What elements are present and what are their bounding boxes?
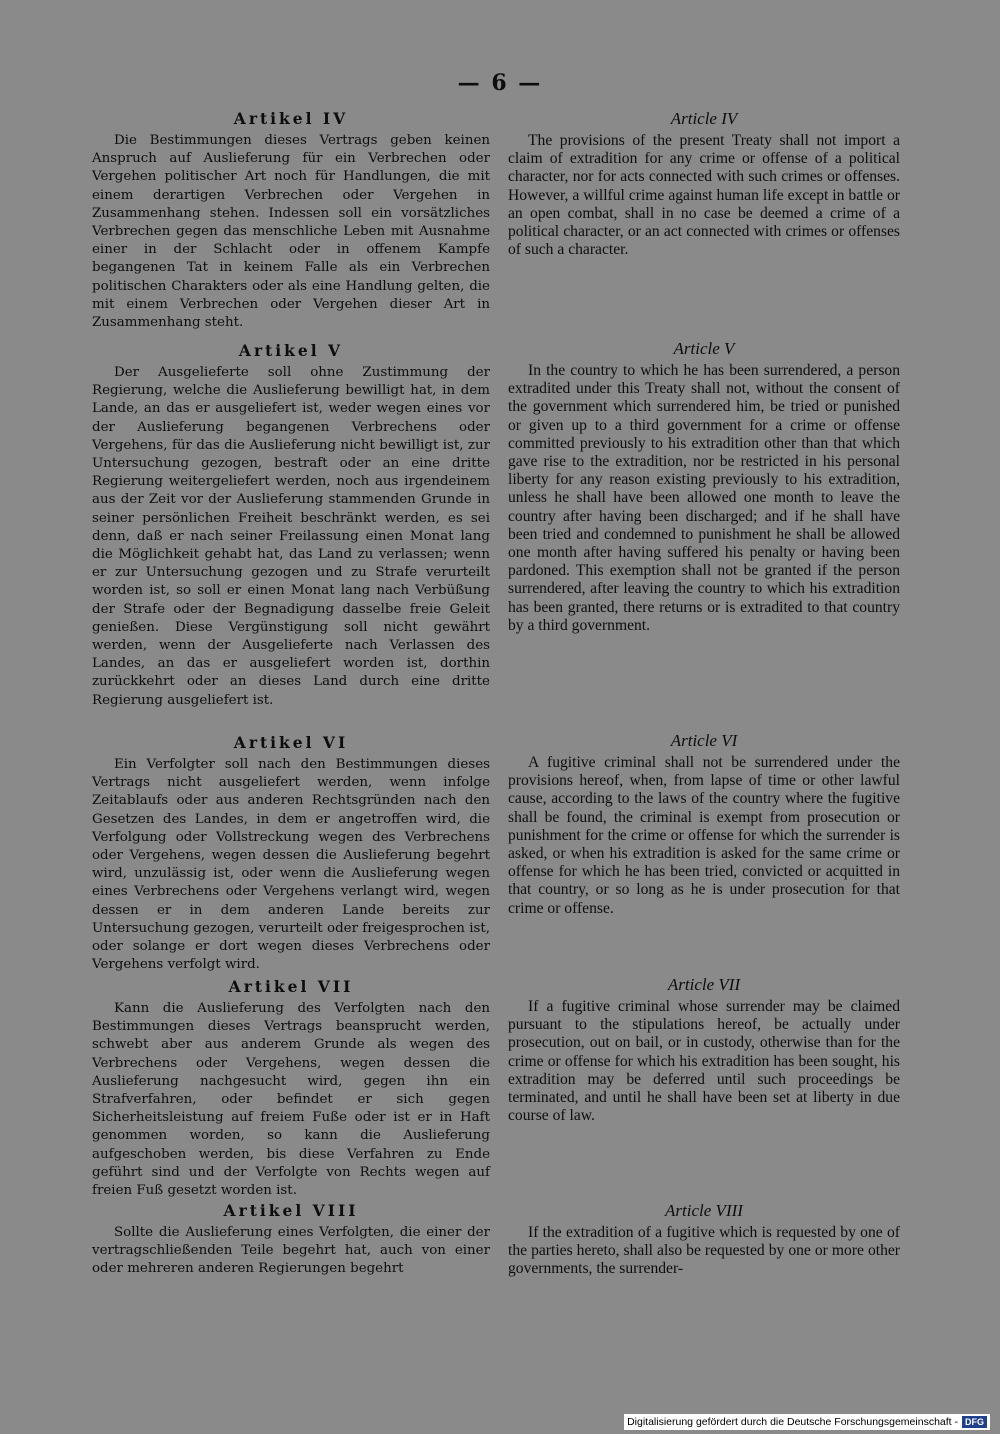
article-heading: Artikel IV — [233, 109, 349, 128]
german-article-viii — [92, 1202, 490, 1279]
english-article-iv — [508, 110, 900, 259]
article-text: A fugitive criminal shall not be surrendered under the provisions hereof, when, from lapse of time or other lawful cause, according to the laws of the country where the fugitive shall be found, the criminal is exempt from prosecution or punishment for the crime or offense for which the surrender is asked, or when his extradition is asked for the same crime or offense for which he has been tried, convicted or acquitted in that country, or so long as he is under prosecution for that crime or offense. — [508, 754, 900, 917]
article-heading: Artikel V — [238, 341, 344, 360]
article-heading: Article VI — [670, 731, 738, 750]
article-text: The provisions of the present Treaty shall not import a claim of extradition for any crime or offense of a political character, nor for acts connected with such crimes or offenses. However, a willful crime against human life except in battle or an open combat, shall in no case be deemed a crime of a political character, or an act connected with crimes or offenses of such a character. — [508, 132, 900, 259]
english-article-vii — [508, 976, 900, 1125]
article-heading: Article VII — [667, 975, 741, 994]
page-number: — 6 — — [457, 70, 543, 96]
article-text: Der Ausgelieferte soll ohne Zustimmung der Regierung, welche die Auslieferung bewilligt hat, in dem Lande, an das er ausgeliefert ist, weder wegen eines vor der Auslieferung begangenen Verbrechens oder Vergehens, für das die Auslieferung nicht bewilligt ist, zur Untersuchung gezogen, bestraft oder an eine dritte Regierung weitergeliefert werden, noch aus irgendeinem aus der Zeit vor der Auslieferung stammenden Grunde in seiner persönlichen Freiheit beschränkt werden, es sei denn, daß er nach seiner Freilassung einen Monat lang die Möglichkeit gehabt hat, das Land zu verlassen; wenn er zur Untersuchung gezogen und zu Strafe verurteilt worden ist, so soll er einen Monat lang nach Verbüßung der Strafe oder der Begnadigung dasselbe freie Geleit genießen. Diese Vergünstigung soll nicht gewährt werden, wenn der Ausgelieferte nach Verlassen des Landes, an das er ausgeliefert worden ist, dorthin zurückkehrt oder an dieses Land durch eine dritte Regierung ausgeliefert ist. — [92, 365, 490, 708]
english-article-viii — [508, 1202, 900, 1279]
article-text: Ein Verfolgter soll nach den Bestimmungen dieses Vertrags nicht ausgeliefert werden, wenn infolge Zeitablaufs oder aus anderen Rechtsgründen nach den Gesetzen des Landes, in dem er angetroffen wird, die Verfolgung oder Vollstreckung wegen des Verbrechens oder Vergehens, wegen dessen die Auslieferung begehrt wird, unzulässig ist, oder wenn die Auslieferung wegen eines Verbrechens oder Vergehens verlangt wird, wegen dessen er in dem anderen Lande bereits zur Untersuchung gezogen, verurteilt oder freigesprochen ist, oder solange er dort wegen dieses Verbrechens oder Vergehens verfolgt wird. — [92, 757, 490, 973]
article-heading: Artikel VI — [233, 733, 349, 752]
article-text: If the extradition of a fugitive which is requested by one of the parties hereto, shall also be requested by one or more other governments, the surrender- — [508, 1224, 900, 1278]
article-heading: Artikel VII — [228, 977, 354, 996]
article-text: Sollte die Auslieferung eines Verfolgten, die einer der vertragschließenden Teile begehrt hat, auch von einer oder mehreren anderen Regierungen begehrt — [92, 1225, 490, 1277]
german-article-v — [92, 342, 490, 710]
footer-credit — [624, 1414, 990, 1430]
article-heading: Artikel VIII — [223, 1201, 359, 1220]
german-article-vi — [92, 734, 490, 974]
english-article-vi — [508, 732, 900, 918]
article-heading: Article VIII — [665, 1201, 743, 1220]
article-text: In the country to which he has been surrendered, a person extradited under this Treaty shall not, without the consent of the government which surrendered him, be tried or punished or given up to a third government for a crime or offense committed previously to his extradition other than that which gave rise to the extradition, nor be restricted in his personal liberty for any reason existing previously to his extradition, unless he shall have been allowed one month to leave the country after having been discharged; and if he shall have been tried and condemned to punishment he shall be allowed one month after having suffered his penalty or having been pardoned. This exemption shall not be granted if the person surrendered, after leaving the country to which his extradition has been granted, there returns or is extradited to that country by a third government. — [508, 362, 900, 634]
dfg-logo: DFG — [962, 1416, 987, 1428]
article-text: Die Bestimmungen dieses Vertrags geben keinen Anspruch auf Auslieferung für ein Verbrechen oder Vergehen politischer Art noch für Handlungen, die mit einem derartigen Verbrechen oder Vergehen in Zusammenhang stehen. Indessen soll ein vorsätzliches Verbrechen gegen das menschliche Leben mit Ausnahme einer in der Schlacht oder in offenem Kampfe begangenen Tat in keinem Falle als ein Verbrechen politischen Charakters oder als eine Handlung gelten, die mit einem Verbrechen oder Vergehen dieser Art in Zusammenhang steht. — [92, 133, 490, 331]
article-heading: Article V — [673, 339, 735, 358]
article-text: If a fugitive criminal whose surrender may be claimed pursuant to the stipulations hereof, be actually under prosecution, out on bail, or in custody, otherwise than for the crime or offense for which his extradition has been sought, his extradition may be deferred until such proceedings be terminated, and until he shall have been set at liberty in due course of law. — [508, 998, 900, 1125]
german-article-vii — [92, 978, 490, 1200]
footer-text: Digitalisierung gefördert durch die Deutsche Forschungsgemeinschaft - — [627, 1416, 958, 1428]
german-article-iv — [92, 110, 490, 332]
article-heading: Article IV — [670, 109, 738, 128]
article-text: Kann die Auslieferung des Verfolgten nach den Bestimmungen dieses Vertrags beansprucht werden, schwebt aber aus anderem Grunde als wegen des Verbrechens oder Vergehens, wegen dessen die Auslieferung nachgesucht wird, gegen ihn ein Strafverfahren, oder befindet er sich gegen Sicherheitsleistung auf freiem Fuße oder ist er in Haft genommen worden, so kann die Auslieferung aufgeschoben werden, bis diese Verfahren zu Ende geführt sind und der Verfolgte von Rechts wegen auf freien Fuß gesetzt worden ist. — [92, 1001, 490, 1199]
english-article-v — [508, 340, 900, 635]
